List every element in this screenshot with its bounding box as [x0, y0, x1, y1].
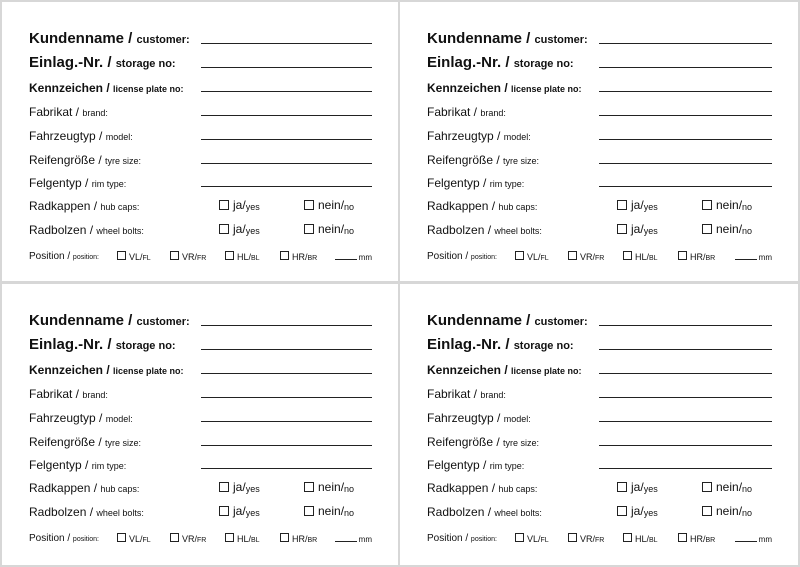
brand-label-en: brand: — [82, 390, 108, 400]
model-row — [29, 122, 372, 142]
brand-row — [29, 98, 372, 118]
checkbox-icon — [304, 200, 314, 210]
rim-row — [427, 169, 772, 189]
checkbox-icon — [280, 251, 289, 260]
position-fr-checkbox[interactable]: VR/ FR — [568, 533, 604, 544]
storage-field[interactable] — [201, 67, 372, 68]
bolts-no-checkbox[interactable]: nein/ no — [702, 504, 752, 518]
hubcaps-label-en: hub caps: — [100, 484, 140, 494]
plate-label-en: license plate no: — [113, 366, 184, 376]
customer-field[interactable] — [201, 325, 372, 326]
rim-row — [29, 451, 372, 471]
position-label-en: position: — [470, 254, 497, 261]
brand-field[interactable] — [201, 115, 372, 116]
plate-label: Kennzeichen / — [29, 363, 114, 377]
plate-field[interactable] — [599, 373, 772, 374]
brand-label: Fabrikat / — [427, 105, 481, 119]
hubcaps-no-checkbox[interactable]: nein/ no — [304, 198, 354, 212]
label-card — [2, 2, 398, 281]
label-card — [400, 284, 798, 565]
position-br-checkbox[interactable]: HR/ BR — [280, 251, 317, 262]
bolts-label: Radbolzen / — [427, 505, 495, 519]
model-field[interactable] — [201, 421, 372, 422]
rim-field[interactable] — [599, 186, 772, 187]
checkbox-icon — [568, 251, 577, 260]
tyre-label-en: tyre size: — [105, 438, 142, 448]
position-fr-checkbox[interactable]: VR/ FR — [568, 251, 604, 262]
label-card — [400, 2, 798, 281]
bolts-yes-checkbox[interactable]: ja/ yes — [617, 222, 658, 236]
rim-label: Felgentyp / — [29, 176, 92, 190]
position-label-en: position: — [72, 254, 99, 261]
storage-label-en: storage no: — [513, 340, 574, 352]
storage-label: Einlag.-Nr. / — [29, 54, 116, 71]
hubcaps-label: Radkappen / — [29, 481, 101, 495]
model-row — [29, 404, 372, 424]
hubcaps-no-checkbox[interactable]: nein/ no — [702, 198, 752, 212]
position-label: Position / — [427, 251, 471, 262]
plate-label: Kennzeichen / — [427, 363, 512, 377]
position-br-checkbox[interactable]: HR/ BR — [280, 533, 317, 544]
checkbox-icon — [219, 200, 229, 210]
bolts-no-checkbox[interactable]: nein/ no — [304, 504, 354, 518]
storage-label: Einlag.-Nr. / — [427, 54, 514, 71]
model-label-en: model: — [503, 414, 531, 424]
rim-field[interactable] — [201, 186, 372, 187]
rim-field[interactable] — [201, 468, 372, 469]
brand-label-en: brand: — [82, 108, 108, 118]
checkbox-icon — [617, 224, 627, 234]
hubcaps-no-checkbox[interactable]: nein/ no — [304, 480, 354, 494]
position-bl-checkbox[interactable]: HL/ BL — [225, 533, 260, 544]
bolts-yes-checkbox[interactable]: ja/ yes — [617, 504, 658, 518]
position-br-checkbox[interactable]: HR/ BR — [678, 251, 715, 262]
storage-label-en: storage no: — [115, 58, 176, 70]
hubcaps-label-en: hub caps: — [498, 202, 538, 212]
customer-field[interactable] — [599, 325, 772, 326]
brand-field[interactable] — [201, 397, 372, 398]
customer-label: Kundenname / — [427, 312, 535, 329]
storage-field[interactable] — [201, 349, 372, 350]
plate-label-en: license plate no: — [511, 366, 582, 376]
model-label: Fahrzeugtyp / — [29, 411, 106, 425]
checkbox-icon — [170, 251, 179, 260]
customer-label: Kundenname / — [29, 312, 137, 329]
checkbox-icon — [280, 533, 289, 542]
model-label-en: model: — [503, 132, 531, 142]
storage-row — [427, 50, 772, 70]
tyre-label: Reifengröße / — [29, 153, 106, 167]
bolts-label-en: wheel bolts: — [494, 226, 542, 236]
checkbox-icon — [678, 533, 687, 542]
checkbox-icon — [623, 251, 632, 260]
bolts-yes-checkbox[interactable]: ja/ yes — [219, 504, 260, 518]
model-label: Fahrzeugtyp / — [29, 129, 106, 143]
bolts-row — [427, 498, 772, 518]
brand-label-en: brand: — [480, 108, 506, 118]
mm-field[interactable] — [335, 253, 372, 262]
rim-field[interactable] — [599, 468, 772, 469]
customer-row — [29, 308, 372, 328]
checkbox-icon — [117, 251, 126, 260]
storage-label: Einlag.-Nr. / — [29, 336, 116, 353]
customer-field[interactable] — [599, 43, 772, 44]
hubcaps-row — [427, 192, 772, 212]
position-label: Position / — [29, 251, 73, 262]
position-row — [29, 242, 372, 262]
plate-row — [427, 74, 772, 94]
hubcaps-label: Radkappen / — [29, 199, 101, 213]
position-row — [427, 524, 772, 544]
plate-label-en: license plate no: — [511, 84, 582, 94]
tyre-row — [29, 146, 372, 166]
rim-label-en: rim type: — [91, 461, 127, 471]
hubcaps-row — [29, 474, 372, 494]
checkbox-icon — [225, 251, 234, 260]
rim-label-en: rim type: — [489, 179, 525, 189]
bolts-label-en: wheel bolts: — [96, 508, 144, 518]
position-row — [29, 524, 372, 544]
plate-row — [29, 74, 372, 94]
bolts-row — [29, 498, 372, 518]
tyre-label-en: tyre size: — [503, 438, 540, 448]
plate-field[interactable] — [201, 373, 372, 374]
model-field[interactable] — [599, 421, 772, 422]
hubcaps-label: Radkappen / — [427, 481, 499, 495]
bolts-label: Radbolzen / — [427, 223, 495, 237]
plate-label: Kennzeichen / — [29, 81, 114, 95]
bolts-label-en: wheel bolts: — [96, 226, 144, 236]
storage-label-en: storage no: — [115, 340, 176, 352]
storage-row — [29, 332, 372, 352]
position-label-en: position: — [470, 536, 497, 543]
mm-unit: mm — [758, 535, 772, 544]
rim-row — [427, 451, 772, 471]
brand-label: Fabrikat / — [29, 105, 83, 119]
checkbox-icon — [617, 200, 627, 210]
position-br-checkbox[interactable]: HR/ BR — [678, 533, 715, 544]
tyre-field[interactable] — [201, 445, 372, 446]
brand-label: Fabrikat / — [29, 387, 83, 401]
bolts-no-checkbox[interactable]: nein/ no — [702, 222, 752, 236]
checkbox-icon — [170, 533, 179, 542]
checkbox-icon — [702, 200, 712, 210]
mm-unit: mm — [358, 535, 372, 544]
brand-label-en: brand: — [480, 390, 506, 400]
hubcaps-row — [29, 192, 372, 212]
position-bl-checkbox[interactable]: HL/ BL — [623, 251, 658, 262]
storage-label-en: storage no: — [513, 58, 574, 70]
plate-row — [427, 356, 772, 376]
position-bl-checkbox[interactable]: HL/ BL — [623, 533, 658, 544]
tyre-field[interactable] — [599, 445, 772, 446]
checkbox-icon — [702, 506, 712, 516]
customer-label-en: customer: — [136, 34, 190, 46]
plate-field[interactable] — [201, 91, 372, 92]
storage-row — [29, 50, 372, 70]
customer-label-en: customer: — [136, 316, 190, 328]
customer-label: Kundenname / — [29, 30, 137, 47]
rim-label: Felgentyp / — [427, 458, 490, 472]
customer-row — [427, 26, 772, 46]
customer-field[interactable] — [201, 43, 372, 44]
checkbox-icon — [304, 506, 314, 516]
customer-label: Kundenname / — [427, 30, 535, 47]
brand-row — [427, 98, 772, 118]
bolts-label-en: wheel bolts: — [494, 508, 542, 518]
checkbox-icon — [678, 251, 687, 260]
plate-label: Kennzeichen / — [427, 81, 512, 95]
tyre-row — [427, 428, 772, 448]
position-label: Position / — [427, 533, 471, 544]
checkbox-icon — [568, 533, 577, 542]
position-fl-checkbox[interactable]: VL/ FL — [515, 251, 549, 262]
model-row — [427, 404, 772, 424]
position-label-en: position: — [72, 536, 99, 543]
position-fl-checkbox[interactable]: VL/ FL — [117, 251, 151, 262]
checkbox-icon — [219, 482, 229, 492]
tyre-row — [29, 428, 372, 448]
tyre-label: Reifengröße / — [427, 435, 504, 449]
hubcaps-label: Radkappen / — [427, 199, 499, 213]
brand-field[interactable] — [599, 397, 772, 398]
checkbox-icon — [702, 482, 712, 492]
mm-field[interactable] — [735, 535, 772, 544]
checkbox-icon — [304, 482, 314, 492]
model-field[interactable] — [599, 139, 772, 140]
bolts-row — [29, 216, 372, 236]
tyre-field[interactable] — [599, 163, 772, 164]
tyre-label-en: tyre size: — [503, 156, 540, 166]
checkbox-icon — [117, 533, 126, 542]
checkbox-icon — [617, 482, 627, 492]
customer-label-en: customer: — [534, 316, 588, 328]
model-label: Fahrzeugtyp / — [427, 129, 504, 143]
bolts-row — [427, 216, 772, 236]
model-label: Fahrzeugtyp / — [427, 411, 504, 425]
customer-row — [427, 308, 772, 328]
hubcaps-row — [427, 474, 772, 494]
tyre-label: Reifengröße / — [427, 153, 504, 167]
hubcaps-yes-checkbox[interactable]: ja/ yes — [219, 198, 260, 212]
checkbox-icon — [515, 251, 524, 260]
tyre-row — [427, 146, 772, 166]
label-card — [2, 284, 398, 565]
checkbox-icon — [219, 506, 229, 516]
checkbox-icon — [304, 224, 314, 234]
position-fl-checkbox[interactable]: VL/ FL — [515, 533, 549, 544]
customer-label-en: customer: — [534, 34, 588, 46]
hubcaps-no-checkbox[interactable]: nein/ no — [702, 480, 752, 494]
plate-label-en: license plate no: — [113, 84, 184, 94]
checkbox-icon — [515, 533, 524, 542]
plate-field[interactable] — [599, 91, 772, 92]
bolts-yes-checkbox[interactable]: ja/ yes — [219, 222, 260, 236]
storage-field[interactable] — [599, 67, 772, 68]
storage-label: Einlag.-Nr. / — [427, 336, 514, 353]
model-field[interactable] — [201, 139, 372, 140]
model-label-en: model: — [105, 132, 133, 142]
checkbox-icon — [617, 506, 627, 516]
plate-row — [29, 356, 372, 376]
rim-row — [29, 169, 372, 189]
storage-row — [427, 332, 772, 352]
bolts-label: Radbolzen / — [29, 505, 97, 519]
model-row — [427, 122, 772, 142]
position-row — [427, 242, 772, 262]
mm-field[interactable] — [335, 535, 372, 544]
checkbox-icon — [225, 533, 234, 542]
checkbox-icon — [702, 224, 712, 234]
bolts-label: Radbolzen / — [29, 223, 97, 237]
rim-label-en: rim type: — [489, 461, 525, 471]
mm-unit: mm — [758, 253, 772, 262]
rim-label: Felgentyp / — [427, 176, 490, 190]
brand-label: Fabrikat / — [427, 387, 481, 401]
tyre-label: Reifengröße / — [29, 435, 106, 449]
rim-label-en: rim type: — [91, 179, 127, 189]
hubcaps-label-en: hub caps: — [100, 202, 140, 212]
hubcaps-label-en: hub caps: — [498, 484, 538, 494]
mm-field[interactable] — [735, 253, 772, 262]
rim-label: Felgentyp / — [29, 458, 92, 472]
hubcaps-yes-checkbox[interactable]: ja/ yes — [219, 480, 260, 494]
hubcaps-yes-checkbox[interactable]: ja/ yes — [617, 480, 658, 494]
checkbox-icon — [219, 224, 229, 234]
tyre-field[interactable] — [201, 163, 372, 164]
brand-row — [29, 380, 372, 400]
model-label-en: model: — [105, 414, 133, 424]
storage-field[interactable] — [599, 349, 772, 350]
tyre-label-en: tyre size: — [105, 156, 142, 166]
checkbox-icon — [623, 533, 632, 542]
bolts-no-checkbox[interactable]: nein/ no — [304, 222, 354, 236]
mm-unit: mm — [358, 253, 372, 262]
position-fr-checkbox[interactable]: VR/ FR — [170, 251, 206, 262]
position-label: Position / — [29, 533, 73, 544]
hubcaps-yes-checkbox[interactable]: ja/ yes — [617, 198, 658, 212]
brand-field[interactable] — [599, 115, 772, 116]
customer-row — [29, 26, 372, 46]
position-fl-checkbox[interactable]: VL/ FL — [117, 533, 151, 544]
position-fr-checkbox[interactable]: VR/ FR — [170, 533, 206, 544]
position-bl-checkbox[interactable]: HL/ BL — [225, 251, 260, 262]
brand-row — [427, 380, 772, 400]
